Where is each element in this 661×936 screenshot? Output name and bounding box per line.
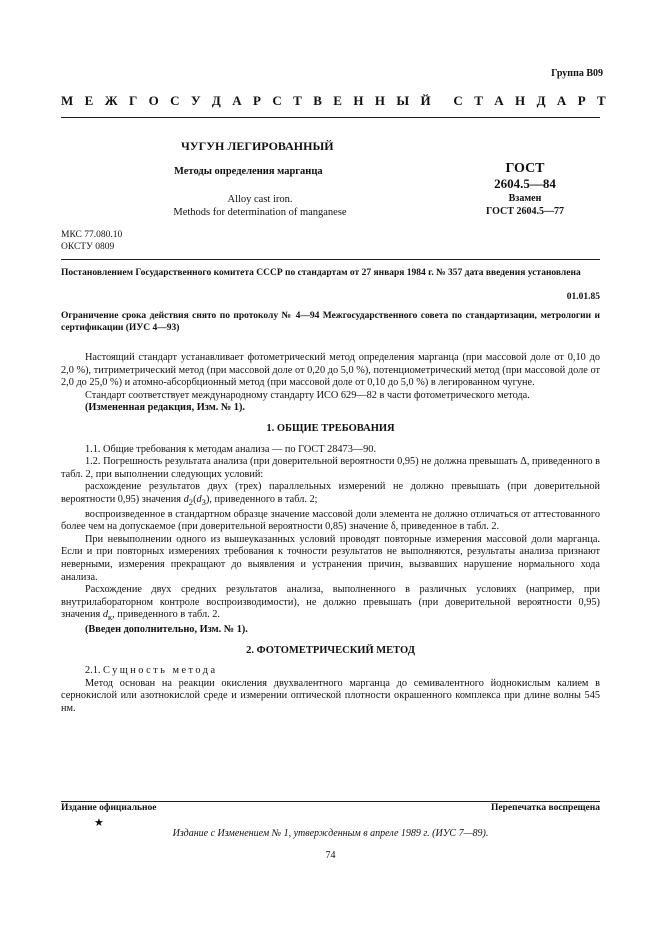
heading-letter: А [494, 93, 504, 108]
heading-letter: Р [577, 93, 586, 108]
top-rule [61, 117, 600, 118]
limitation-note: Ограничение срока действия снято по протоколу № 4—94 Межгосударственного совета по стандартизации, метрологии и сертификации (ИУС 4—93) [61, 311, 600, 333]
introduction-date: 01.01.85 [566, 292, 600, 302]
section-1-heading: 1. ОБЩИЕ ТРЕБОВАНИЯ [266, 422, 395, 434]
footer-rule [61, 801, 600, 802]
heading-letter: Й [420, 93, 431, 108]
decree-text: Постановлением Государственного комитета СССР по стандартам от 27 января 1984 г. № 357 дата введения установлена [61, 268, 581, 278]
clause-1-2-condition-2: воспроизведенное в стандартном образце значение массовой доли элемента не должно отличаться от аттестованного более чем на допускаемое (при доверительной вероятности 0,85) значение δ, приведенное в табл. 2. [61, 508, 600, 533]
standard-type-heading [61, 93, 606, 109]
heading-letter: В [313, 93, 322, 108]
gost-number: 2604.5—84 [494, 176, 556, 191]
heading-letter: У [190, 93, 201, 108]
intro-paragraph-1: Настоящий стандарт устанавливает фотометрический метод определения марганца (при массовой доле от 0,10 до 2,0 %), титриметрический метод (при массовой доле от 0,20 до 5,0 %), потенциометрический метод (при массовой доле от 2,0 до 25,0 %) и атомно-абсорбционный метод (при массовой доле от 0,10 до 5,0 %) в легированном чугуне. [61, 352, 600, 389]
heading-letter: Н [515, 93, 526, 108]
heading-letter: Р [253, 93, 261, 108]
heading-letter: Ы [396, 93, 410, 108]
section-2-heading: 2. ФОТОМЕТРИЧЕСКИЙ МЕТОД [246, 644, 415, 656]
english-title-line-1: Alloy cast iron. [227, 194, 293, 205]
heading-letter: С [453, 93, 463, 108]
clause-1-1: 1.1. Общие требования к методам анализа — по ГОСТ 28473—90. [85, 443, 377, 455]
official-edition: Издание официальное [61, 803, 157, 813]
english-title-line-2: Methods for determination of manganese [173, 207, 347, 218]
english-title [150, 193, 370, 219]
gost-box [470, 161, 580, 218]
mks-code: МКС 77.080.10 [61, 230, 123, 240]
clause-2-1-text: Метод основан на реакции окисления двухвалентного марганца до семивалентного йоднокислым калием в сернокислой или азотнокислой среде и измерении оптической плотности окрашенного комплекса при длине волны 545 нм. [61, 677, 600, 714]
edition-note: Издание с Изменением № 1, утвержденным в апреле 1989 г. (ИУС 7—89). [172, 828, 489, 839]
document-subtitle: Методы определения марганца [174, 166, 323, 177]
page-number: 74 [325, 850, 336, 861]
heading-letter: Т [474, 93, 483, 108]
intro-amendment-note: (Измененная редакция, Изм. № 1). [85, 402, 245, 414]
heading-letter: Д [536, 93, 546, 108]
heading-letter: С [170, 93, 180, 108]
clause-2-1-heading: 2.1. Сущность метода [85, 665, 218, 677]
reprint-forbidden: Перепечатка воспрещена [490, 803, 600, 813]
heading-letter: Г [128, 93, 138, 108]
intro-paragraph-2: Стандарт соответствует международному стандарту ИСО 629—82 в части фотометрического метода. [85, 389, 530, 401]
heading-letter: Ж [104, 93, 118, 108]
heading-letter: М [61, 93, 74, 108]
clause-1-2-reproducibility: Расхождение двух средних результатов анализа, выполненного в различных условиях (например, при внутрилабораторном контроле воспроизводимости), не должно превышать (при доверительной вероятности 0,95) значения $d_к$, приведенного в табл. 2. [61, 584, 600, 623]
okstu-code: ОКСТУ 0809 [61, 242, 115, 252]
heading-letter: Е [84, 93, 94, 108]
replaces-label: Взамен [508, 193, 542, 204]
heading-letter: Н [353, 93, 364, 108]
document-title: ЧУГУН ЛЕГИРОВАННЫЙ [181, 139, 334, 153]
gost-label: ГОСТ [505, 161, 545, 176]
clause-1-2-condition-1: расхождение результатов двух (трех) параллельных измерений не должно превышать (при доверительной вероятности 0,95) значения $d_2(d_3)$, приведенного в табл. 2; [61, 481, 600, 507]
heading-letter: Т [597, 93, 606, 108]
heading-letter: Д [211, 93, 221, 108]
heading-letter: О [148, 93, 159, 108]
star-icon: ★ [94, 817, 104, 829]
clause-1-2: 1.2. Погрешность результата анализа (при доверительной вероятности 0,95) не должна превышать Δ, приведенного в табл. 2, при выполнении следующих условий: [61, 456, 600, 480]
classification-codes [61, 229, 122, 253]
clause-1-2-repeat: При невыполнении одного из вышеуказанных условий проводят повторные измерения массовой доли марганца. Если и при повторных измерениях требования к точности результатов не выполняются, результаты анализа признают неверными, измерения прекращают до выявления и устранения причин, вызвавших нарушение нормального хода анализа. [61, 533, 600, 583]
heading-letter: Т [293, 93, 302, 108]
heading-letter: Н [374, 93, 385, 108]
replaces-gost: ГОСТ 2604.5—77 [486, 206, 564, 217]
codes-rule [61, 259, 600, 260]
heading-letter: С [272, 93, 282, 108]
heading-letter: А [232, 93, 242, 108]
main-text [61, 352, 600, 716]
section-1-amendment-note: (Введен дополнительно, Изм. № 1). [85, 623, 248, 635]
group-code: Группа В09 [551, 68, 603, 79]
heading-letter: А [556, 93, 567, 108]
heading-letter: Е [333, 93, 342, 108]
